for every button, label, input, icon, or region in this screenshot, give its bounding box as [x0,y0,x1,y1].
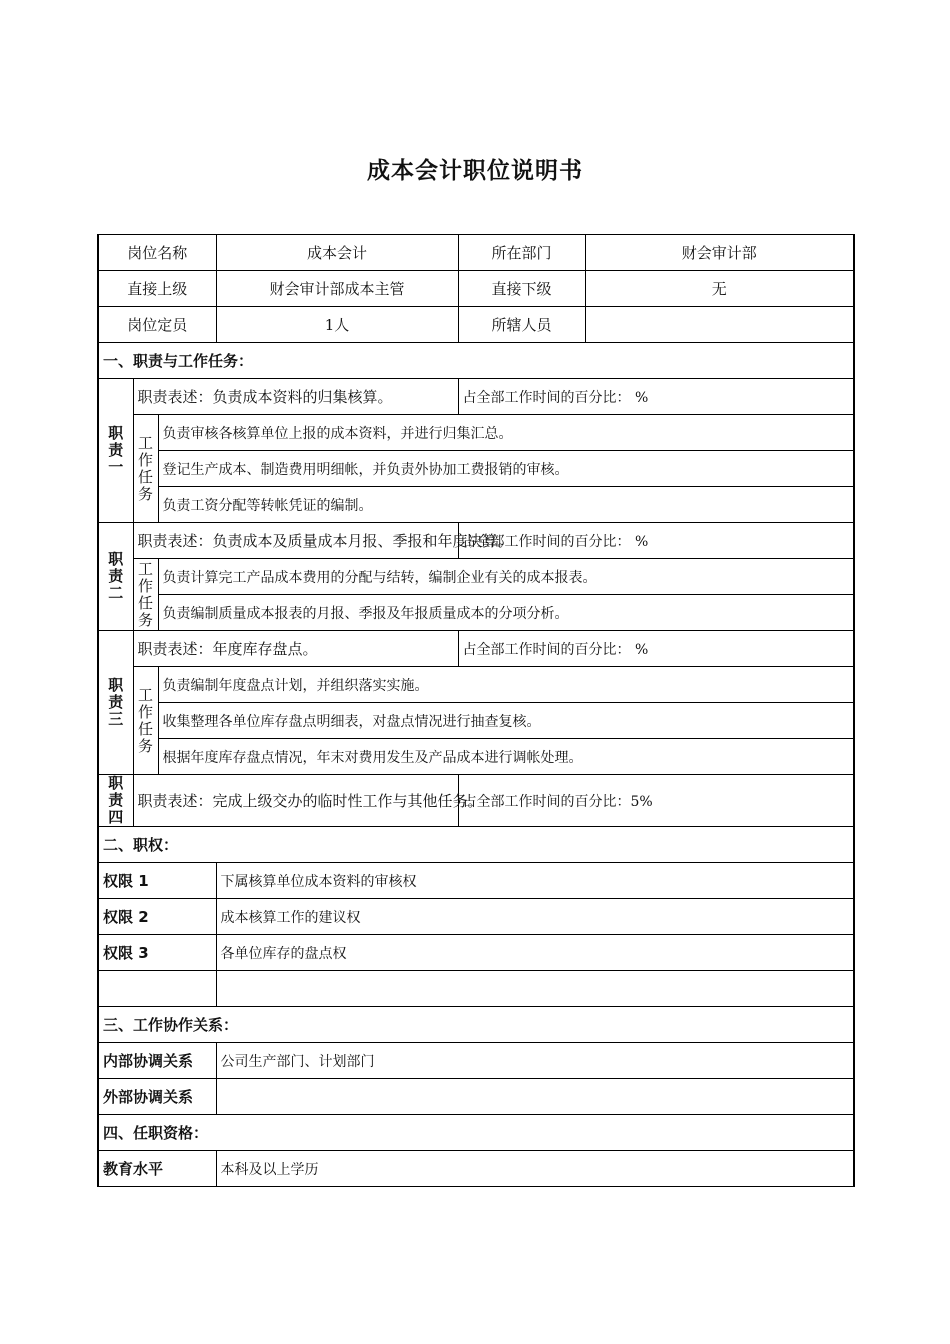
basic-row-3 [98,307,854,343]
section4-header-row [98,1115,854,1151]
section2-header-row [98,827,854,863]
authority-value: 成本核算工作的建议权 [216,899,854,935]
duty2-statement: 职责表述：负责成本及质量成本月报、季报和年度决算。 [133,523,458,559]
duty3-task-label: 工 作 任 务 [133,667,158,775]
duty3-task-3: 根据年度库存盘点情况，年末对费用发生及产品成本进行调帐处理。 [158,739,854,775]
duty1-task-1: 负责审核各核算单位上报的成本资料，并进行归集汇总。 [158,415,854,451]
basic-row-2 [98,271,854,307]
duty1-task-3: 负责工资分配等转帐凭证的编制。 [158,487,854,523]
qualification-row [98,1151,854,1187]
duty1-task-row [98,487,854,523]
subordinate-label: 直接下级 [458,271,585,307]
duty1-statement: 职责表述：负责成本资料的归集核算。 [133,379,458,415]
duty1-statement-row [98,379,854,415]
duty2-percent: 占全部工作时间的百分比： % [458,523,854,559]
duty2-task-row [98,559,854,595]
duty3-statement: 职责表述：年度库存盘点。 [133,631,458,667]
section2-header: 二、职权： [98,827,854,863]
duty4-label: 职 责 四 [98,775,133,827]
duty1-task-2: 登记生产成本、制造费用明细帐，并负责外协加工费报销的审核。 [158,451,854,487]
authority-row [98,899,854,935]
section4-header: 四、任职资格： [98,1115,854,1151]
section1-header: 一、职责与工作任务： [98,343,854,379]
duty3-task-row [98,703,854,739]
relation-value [216,1079,854,1115]
authority-label: 权限 3 [98,935,216,971]
position-name-label: 岗位名称 [98,235,216,271]
authority-value: 各单位库存的盘点权 [216,935,854,971]
relation-row [98,1079,854,1115]
basic-row-1 [98,235,854,271]
duty4-statement-row [98,775,854,827]
department-value: 财会审计部 [585,235,854,271]
authority-row [98,863,854,899]
department-label: 所在部门 [458,235,585,271]
relation-row [98,1043,854,1079]
duty2-label: 职 责 二 [98,523,133,631]
duty1-task-label: 工 作 任 务 [133,415,158,523]
duty3-task-2: 收集整理各单位库存盘点明细表，对盘点情况进行抽查复核。 [158,703,854,739]
headcount-label: 岗位定员 [98,307,216,343]
position-name-value: 成本会计 [216,235,458,271]
duty2-task-1: 负责计算完工产品成本费用的分配与结转，编制企业有关的成本报表。 [158,559,854,595]
authority-value: 下属核算单位成本资料的审核权 [216,863,854,899]
staff-label: 所辖人员 [458,307,585,343]
document-title: 成本会计职位说明书 [367,158,583,184]
duty1-task-row [98,451,854,487]
duty2-task-row [98,595,854,631]
subordinate-value: 无 [585,271,854,307]
duty1-percent: 占全部工作时间的百分比： % [458,379,854,415]
relation-value: 公司生产部门、计划部门 [216,1043,854,1079]
authority-value [216,971,854,1007]
duty2-task-2: 负责编制质量成本报表的月报、季报及年报质量成本的分项分析。 [158,595,854,631]
authority-label: 权限 1 [98,863,216,899]
duty2-statement-row [98,523,854,559]
duty4-percent: 占全部工作时间的百分比：5% [458,775,854,827]
duty3-task-row [98,739,854,775]
section1-header-row [98,343,854,379]
duty1-task-row [98,415,854,451]
section3-header-row [98,1007,854,1043]
duty4-statement: 职责表述：完成上级交办的临时性工作与其他任务。 [133,775,458,827]
superior-label: 直接上级 [98,271,216,307]
authority-label: 权限 2 [98,899,216,935]
relation-label: 外部协调关系 [98,1079,216,1115]
duty3-task-1: 负责编制年度盘点计划，并组织落实实施。 [158,667,854,703]
authority-row [98,935,854,971]
duty3-statement-row [98,631,854,667]
authority-label [98,971,216,1007]
superior-value: 财会审计部成本主管 [216,271,458,307]
duty3-task-row [98,667,854,703]
relation-label: 内部协调关系 [98,1043,216,1079]
authority-row [98,971,854,1007]
duty3-label: 职 责 三 [98,631,133,775]
duty1-label: 职 责 一 [98,379,133,523]
job-description-table [97,234,855,1187]
qualification-label: 教育水平 [98,1151,216,1187]
section3-header: 三、工作协作关系： [98,1007,854,1043]
staff-value [585,307,854,343]
qualification-value: 本科及以上学历 [216,1151,854,1187]
duty3-percent: 占全部工作时间的百分比： % [458,631,854,667]
headcount-value: 1人 [216,307,458,343]
duty2-task-label: 工 作 任 务 [133,559,158,631]
